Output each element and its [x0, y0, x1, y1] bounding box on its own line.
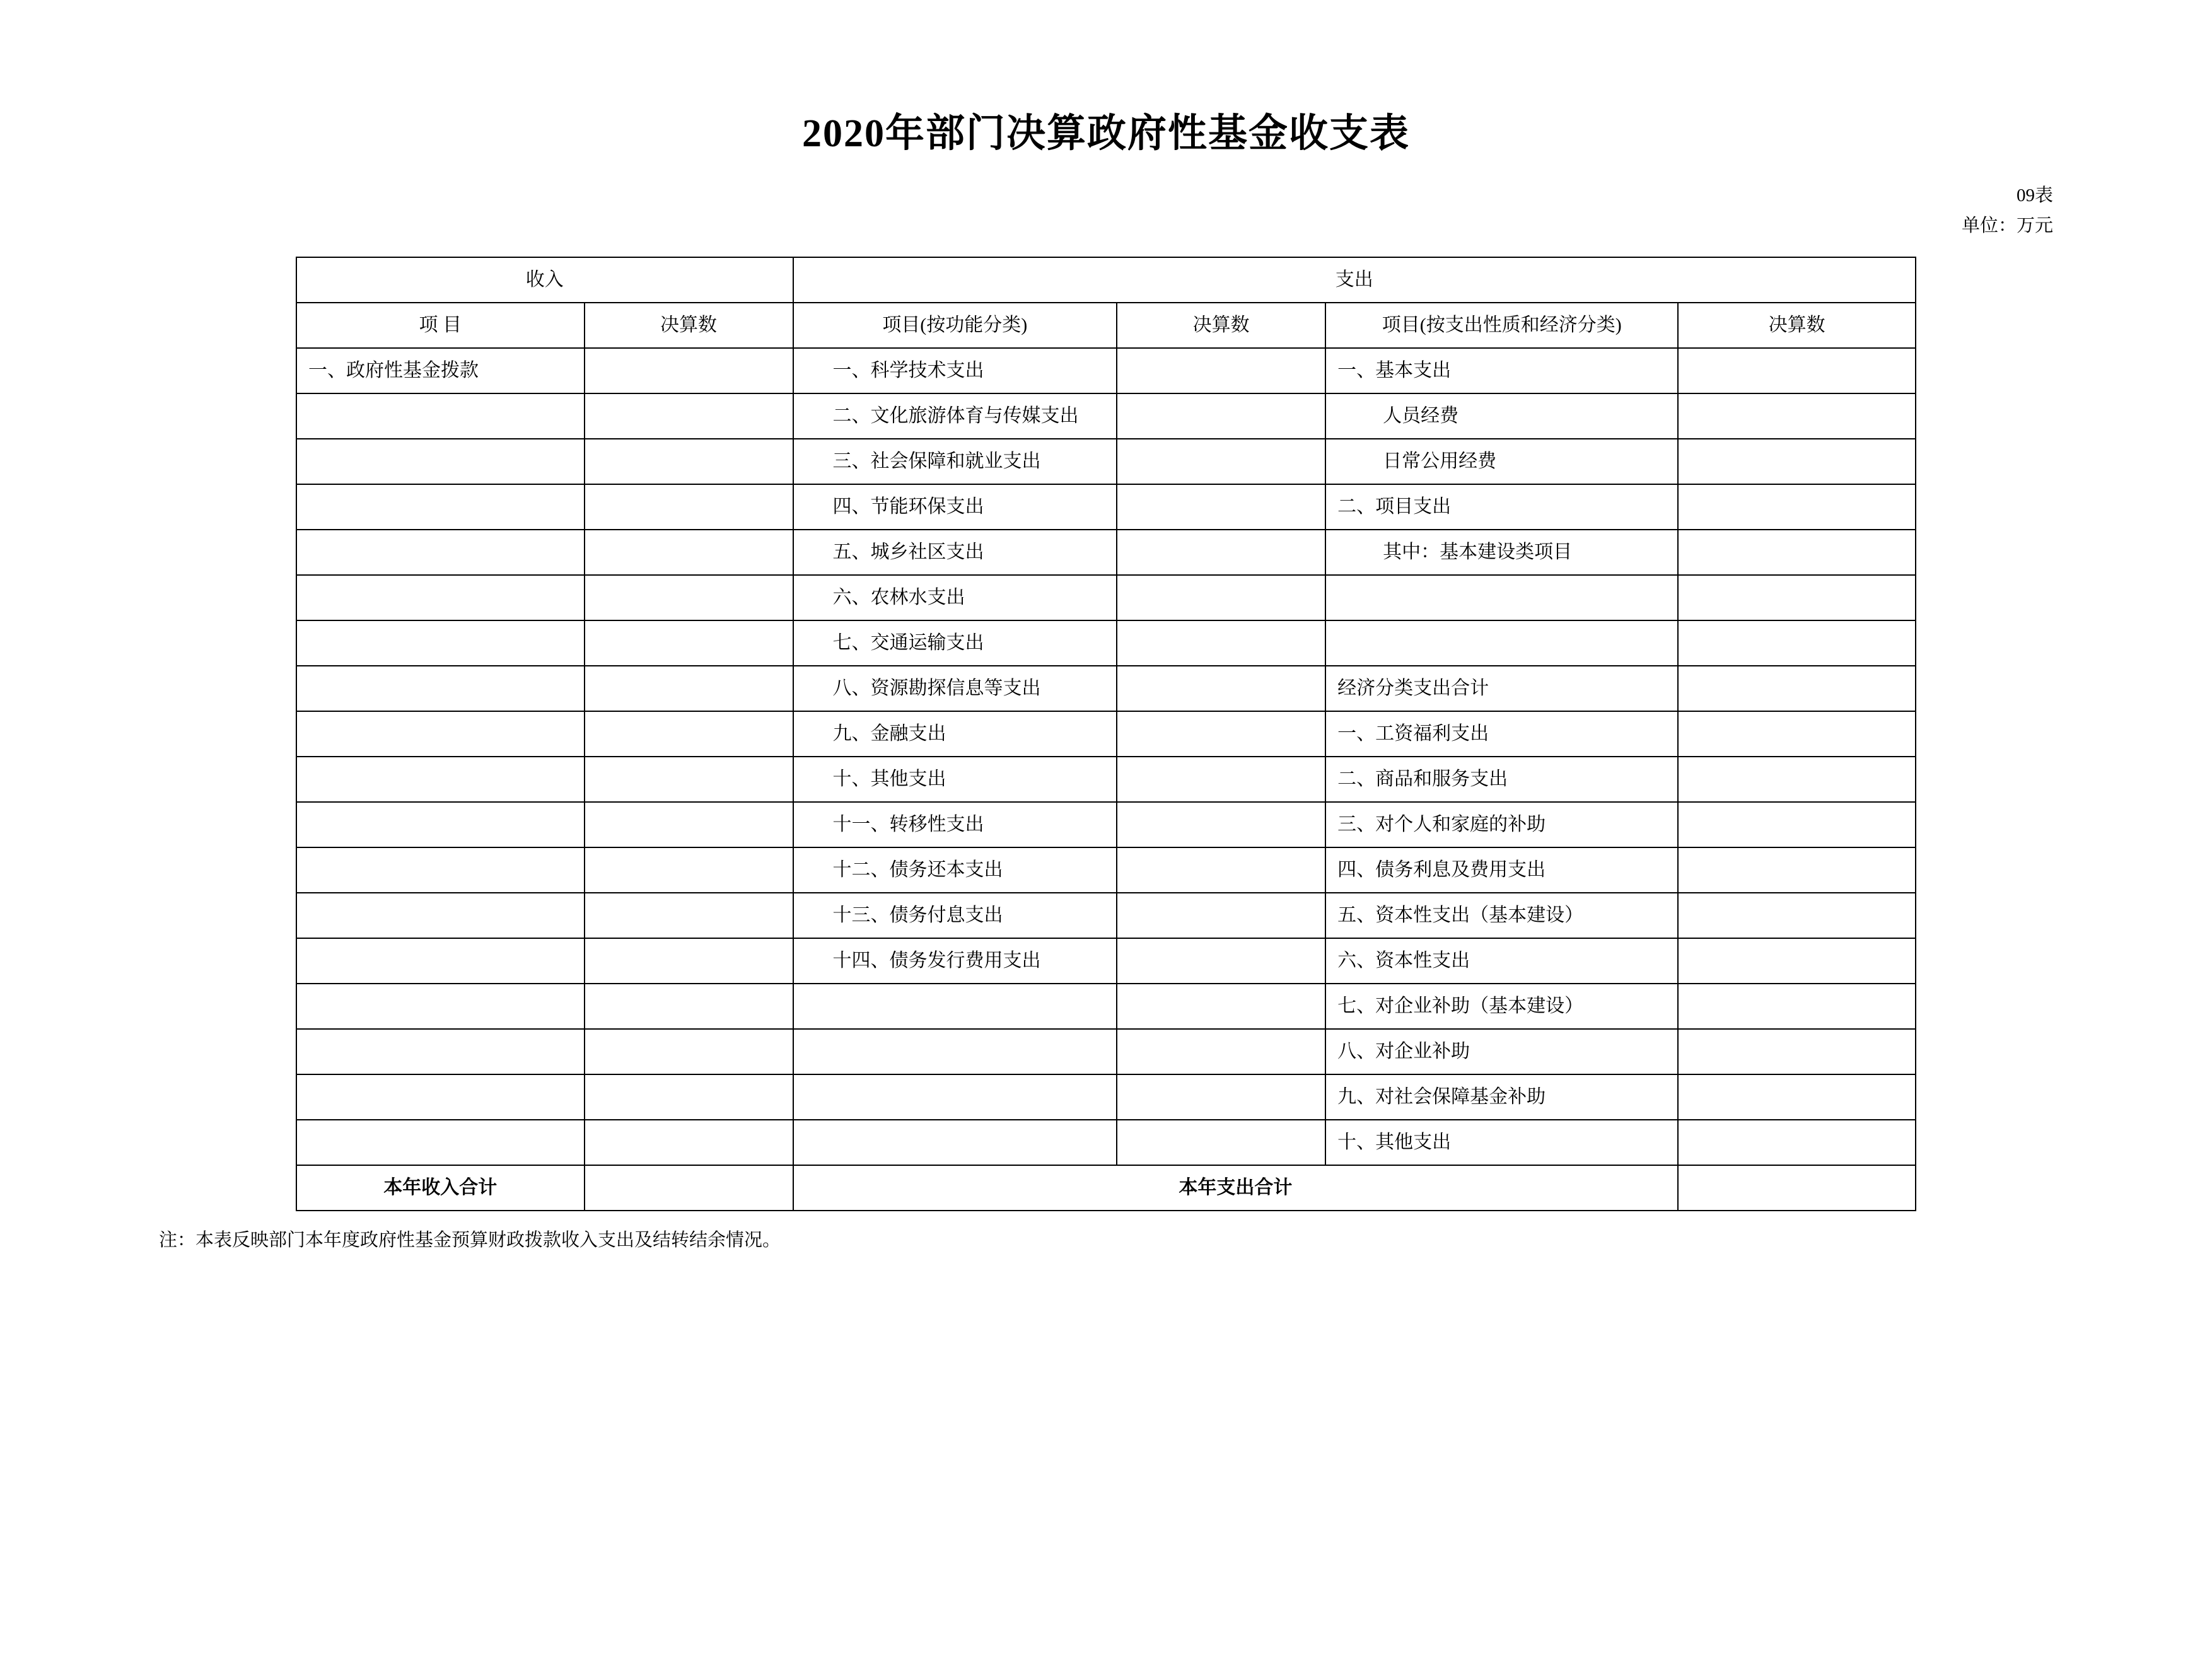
- income-amount-cell[interactable]: [585, 439, 793, 484]
- economic-amount-cell[interactable]: [1678, 893, 1916, 938]
- functional-item-cell: 十三、债务付息支出: [793, 893, 1117, 938]
- income-item-cell: [296, 893, 585, 938]
- economic-amount-cell[interactable]: [1678, 484, 1916, 530]
- total-income-label: 本年收入合计: [296, 1165, 585, 1211]
- functional-item-cell: 二、文化旅游体育与传媒支出: [793, 393, 1117, 439]
- functional-item-cell: [793, 1120, 1117, 1165]
- table-row: [296, 711, 1916, 757]
- functional-amount-cell[interactable]: [1117, 666, 1325, 711]
- income-item-cell: [296, 575, 585, 620]
- income-amount-cell[interactable]: [585, 484, 793, 530]
- table-row: [296, 439, 1916, 484]
- income-amount-cell[interactable]: [585, 666, 793, 711]
- economic-item-cell: [1325, 620, 1678, 666]
- document-page: [0, 110, 2212, 1674]
- column-header-functional-amount: 决算数: [1117, 303, 1325, 348]
- income-amount-cell[interactable]: [585, 984, 793, 1029]
- functional-amount-cell[interactable]: [1117, 439, 1325, 484]
- economic-item-cell: 日常公用经费: [1325, 439, 1678, 484]
- income-amount-cell[interactable]: [585, 1074, 793, 1120]
- income-item-cell: 一、政府性基金拨款: [296, 348, 585, 393]
- table-row: [296, 575, 1916, 620]
- table-row: [296, 1074, 1916, 1120]
- economic-amount-cell[interactable]: [1678, 984, 1916, 1029]
- table-row: [296, 938, 1916, 984]
- functional-amount-cell[interactable]: [1117, 620, 1325, 666]
- economic-amount-cell[interactable]: [1678, 439, 1916, 484]
- functional-amount-cell[interactable]: [1117, 847, 1325, 893]
- document-meta: [0, 181, 2212, 241]
- income-amount-cell[interactable]: [585, 893, 793, 938]
- total-expenditure-label: 本年支出合计: [793, 1165, 1679, 1211]
- income-amount-cell[interactable]: [585, 620, 793, 666]
- income-item-cell: [296, 393, 585, 439]
- functional-item-cell: 五、城乡社区支出: [793, 530, 1117, 575]
- income-item-cell: [296, 1074, 585, 1120]
- economic-amount-cell[interactable]: [1678, 1120, 1916, 1165]
- table-row: [296, 530, 1916, 575]
- income-item-cell: [296, 484, 585, 530]
- table-total-row: [296, 1165, 1916, 1211]
- economic-item-cell: 九、对社会保障基金补助: [1325, 1074, 1678, 1120]
- income-item-cell: [296, 802, 585, 847]
- functional-item-cell: [793, 984, 1117, 1029]
- total-expenditure-value[interactable]: [1678, 1165, 1916, 1211]
- functional-item-cell: 四、节能环保支出: [793, 484, 1117, 530]
- functional-amount-cell[interactable]: [1117, 984, 1325, 1029]
- functional-amount-cell[interactable]: [1117, 575, 1325, 620]
- functional-amount-cell[interactable]: [1117, 530, 1325, 575]
- economic-amount-cell[interactable]: [1678, 393, 1916, 439]
- functional-item-cell: 八、资源勘探信息等支出: [793, 666, 1117, 711]
- economic-amount-cell[interactable]: [1678, 1029, 1916, 1074]
- table-column-header-row: [296, 303, 1916, 348]
- table-row: [296, 393, 1916, 439]
- functional-item-cell: 六、农林水支出: [793, 575, 1117, 620]
- economic-item-cell: 人员经费: [1325, 393, 1678, 439]
- table-row: [296, 1029, 1916, 1074]
- table-row: [296, 666, 1916, 711]
- income-item-cell: [296, 984, 585, 1029]
- functional-item-cell: [793, 1029, 1117, 1074]
- unit-label: 单位：万元: [1961, 216, 2053, 236]
- economic-amount-cell[interactable]: [1678, 757, 1916, 802]
- page-title: 2020年部门决算政府性基金收支表: [801, 112, 1410, 155]
- income-amount-cell[interactable]: [585, 393, 793, 439]
- income-group-header: 收入: [296, 257, 793, 303]
- income-amount-cell[interactable]: [585, 938, 793, 984]
- economic-item-cell: 一、工资福利支出: [1325, 711, 1678, 757]
- income-item-cell: [296, 1029, 585, 1074]
- economic-amount-cell[interactable]: [1678, 575, 1916, 620]
- functional-item-cell: 九、金融支出: [793, 711, 1117, 757]
- functional-item-cell: 七、交通运输支出: [793, 620, 1117, 666]
- economic-item-cell: 四、债务利息及费用支出: [1325, 847, 1678, 893]
- budget-table: [296, 257, 1916, 1211]
- income-amount-cell[interactable]: [585, 530, 793, 575]
- economic-amount-cell[interactable]: [1678, 847, 1916, 893]
- table-row: [296, 348, 1916, 393]
- economic-amount-cell[interactable]: [1678, 530, 1916, 575]
- economic-item-cell: 二、项目支出: [1325, 484, 1678, 530]
- table-group-header-row: [296, 257, 1916, 303]
- income-amount-cell[interactable]: [585, 847, 793, 893]
- functional-amount-cell[interactable]: [1117, 711, 1325, 757]
- table-row: [296, 893, 1916, 938]
- table-row: [296, 484, 1916, 530]
- functional-item-cell: 十二、债务还本支出: [793, 847, 1117, 893]
- functional-item-cell: 十、其他支出: [793, 757, 1117, 802]
- economic-item-cell: 其中：基本建设类项目: [1325, 530, 1678, 575]
- table-note: 注：本表反映部门本年度政府性基金预算财政拨款收入支出及结转结余情况。: [159, 1230, 781, 1251]
- table-row: [296, 620, 1916, 666]
- economic-item-cell: 三、对个人和家庭的补助: [1325, 802, 1678, 847]
- column-header-income-item: 项 目: [296, 303, 585, 348]
- table-row: [296, 757, 1916, 802]
- functional-amount-cell[interactable]: [1117, 1029, 1325, 1074]
- economic-item-cell: 经济分类支出合计: [1325, 666, 1678, 711]
- functional-amount-cell[interactable]: [1117, 1120, 1325, 1165]
- economic-item-cell: 二、商品和服务支出: [1325, 757, 1678, 802]
- functional-amount-cell[interactable]: [1117, 1074, 1325, 1120]
- economic-amount-cell[interactable]: [1678, 348, 1916, 393]
- column-header-income-amount: 决算数: [585, 303, 793, 348]
- economic-amount-cell[interactable]: [1678, 802, 1916, 847]
- income-amount-cell[interactable]: [585, 711, 793, 757]
- income-amount-cell[interactable]: [585, 575, 793, 620]
- income-item-cell: [296, 666, 585, 711]
- functional-amount-cell[interactable]: [1117, 393, 1325, 439]
- column-header-economic-item: 项目(按支出性质和经济分类): [1325, 303, 1678, 348]
- functional-item-cell: 十一、转移性支出: [793, 802, 1117, 847]
- income-amount-cell[interactable]: [585, 348, 793, 393]
- table-row: [296, 847, 1916, 893]
- economic-amount-cell[interactable]: [1678, 938, 1916, 984]
- income-item-cell: [296, 439, 585, 484]
- functional-item-cell: 三、社会保障和就业支出: [793, 439, 1117, 484]
- functional-amount-cell[interactable]: [1117, 348, 1325, 393]
- table-row: [296, 984, 1916, 1029]
- functional-item-cell: [793, 1074, 1117, 1120]
- column-header-economic-amount: 决算数: [1678, 303, 1916, 348]
- table-row: [296, 1120, 1916, 1165]
- income-item-cell: [296, 530, 585, 575]
- table-number: 09表: [2016, 185, 2053, 206]
- income-item-cell: [296, 847, 585, 893]
- income-item-cell: [296, 1120, 585, 1165]
- income-amount-cell[interactable]: [585, 1120, 793, 1165]
- functional-amount-cell[interactable]: [1117, 938, 1325, 984]
- economic-item-cell: [1325, 575, 1678, 620]
- economic-item-cell: 一、基本支出: [1325, 348, 1678, 393]
- functional-item-cell: 一、科学技术支出: [793, 348, 1117, 393]
- total-income-value[interactable]: [585, 1165, 793, 1211]
- table-row: [296, 802, 1916, 847]
- economic-item-cell: 八、对企业补助: [1325, 1029, 1678, 1074]
- income-item-cell: [296, 757, 585, 802]
- economic-item-cell: 六、资本性支出: [1325, 938, 1678, 984]
- income-amount-cell[interactable]: [585, 757, 793, 802]
- economic-item-cell: 七、对企业补助（基本建设）: [1325, 984, 1678, 1029]
- functional-amount-cell[interactable]: [1117, 802, 1325, 847]
- income-amount-cell[interactable]: [585, 802, 793, 847]
- economic-amount-cell[interactable]: [1678, 711, 1916, 757]
- income-item-cell: [296, 711, 585, 757]
- income-amount-cell[interactable]: [585, 1029, 793, 1074]
- economic-item-cell: 五、资本性支出（基本建设）: [1325, 893, 1678, 938]
- functional-amount-cell[interactable]: [1117, 757, 1325, 802]
- economic-amount-cell[interactable]: [1678, 666, 1916, 711]
- economic-item-cell: 十、其他支出: [1325, 1120, 1678, 1165]
- functional-amount-cell[interactable]: [1117, 893, 1325, 938]
- economic-amount-cell[interactable]: [1678, 1074, 1916, 1120]
- income-item-cell: [296, 938, 585, 984]
- column-header-functional-item: 项目(按功能分类): [793, 303, 1117, 348]
- expenditure-group-header: 支出: [793, 257, 1916, 303]
- income-item-cell: [296, 620, 585, 666]
- economic-amount-cell[interactable]: [1678, 620, 1916, 666]
- functional-item-cell: 十四、债务发行费用支出: [793, 938, 1117, 984]
- functional-amount-cell[interactable]: [1117, 484, 1325, 530]
